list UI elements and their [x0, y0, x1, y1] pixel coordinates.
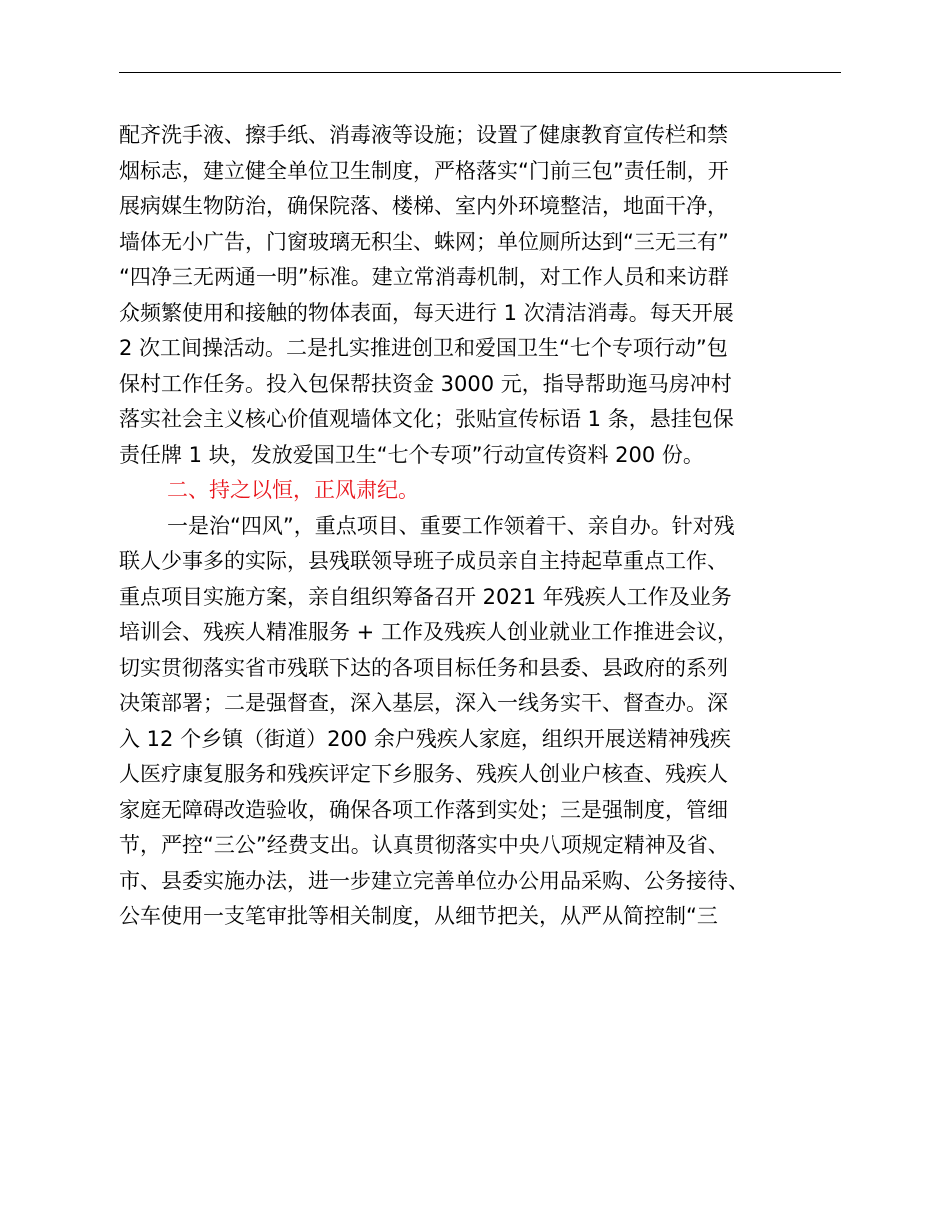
text-line: 烟标志，建立健全单位卫生制度，严格落实“门前三包”责任制，开: [119, 158, 729, 183]
text-line: 市、县委实施办法，进一步建立完善单位办公用品采购、公务接待、: [119, 868, 749, 893]
text-line: 人医疗康复服务和残疾评定下乡服务、残疾人创业户核查、残疾人: [119, 762, 728, 786]
paragraph-first-line: 一是治“四风”，重点项目、重要工作领着干、亲自办。针对残: [167, 513, 735, 538]
header-rule: [119, 72, 841, 73]
text-line: 重点项目实施方案，亲自组织筹备召开 2021 年残疾人工作及业务: [119, 584, 732, 609]
text-line: 保村工作任务。投入包保帮扶资金 3000 元，指导帮助迤马房冲村: [119, 371, 732, 396]
document-body: [119, 118, 859, 935]
text-line: 展病媒生物防治，确保院落、楼梯、室内外环境整洁，地面干净，: [119, 194, 728, 218]
text-line: 配齐洗手液、擦手纸、消毒液等设施；设置了健康教育宣传栏和禁: [119, 123, 728, 147]
text-line: 责任牌 1 块，发放爱国卫生“七个专项”行动宣传资料 200 份。: [119, 442, 704, 467]
text-line: 墙体无小广告，门窗玻璃无积尘、蛛网；单位厕所达到“三无三有”: [119, 229, 729, 254]
section-heading: 二、持之以恒，正风肃纪。: [167, 478, 419, 502]
text-line: 节，严控“三公”经费支出。认真贯彻落实中央八项规定精神及省、: [119, 833, 729, 857]
text-line: “四净三无两通一明”标准。建立常消毒机制，对工作人员和来访群: [119, 265, 729, 289]
text-line: 决策部署；二是强督查，深入基层，深入一线务实干、督查办。深: [119, 691, 728, 715]
text-line: 家庭无障碍改造验收，确保各项工作落到实处；三是强制度，管细: [119, 797, 728, 822]
text-line: 入 12 个乡镇（街道）200 余户残疾人家庭，组织开展送精神残疾: [119, 726, 731, 751]
text-line: 众频繁使用和接触的物体表面，每天进行 1 次清洁消毒。每天开展: [119, 300, 734, 325]
text-line: 公车使用一支笔审批等相关制度，从细节把关，从严从简控制“三: [119, 904, 718, 928]
text-line: 2 次工间操活动。二是扎实推进创卫和爱国卫生“七个专项行动”包: [119, 336, 728, 360]
text-line: 落实社会主义核心价值观墙体文化；张贴宣传标语 1 条，悬挂包保: [119, 407, 734, 431]
text-line: 联人少事多的实际，县残联领导班子成员亲自主持起草重点工作、: [119, 549, 728, 573]
text-line: 培训会、残疾人精准服务 + 工作及残疾人创业就业工作推进会议，: [119, 620, 738, 644]
text-line: 切实贯彻落实省市残联下达的各项目标任务和县委、县政府的系列: [119, 655, 728, 680]
